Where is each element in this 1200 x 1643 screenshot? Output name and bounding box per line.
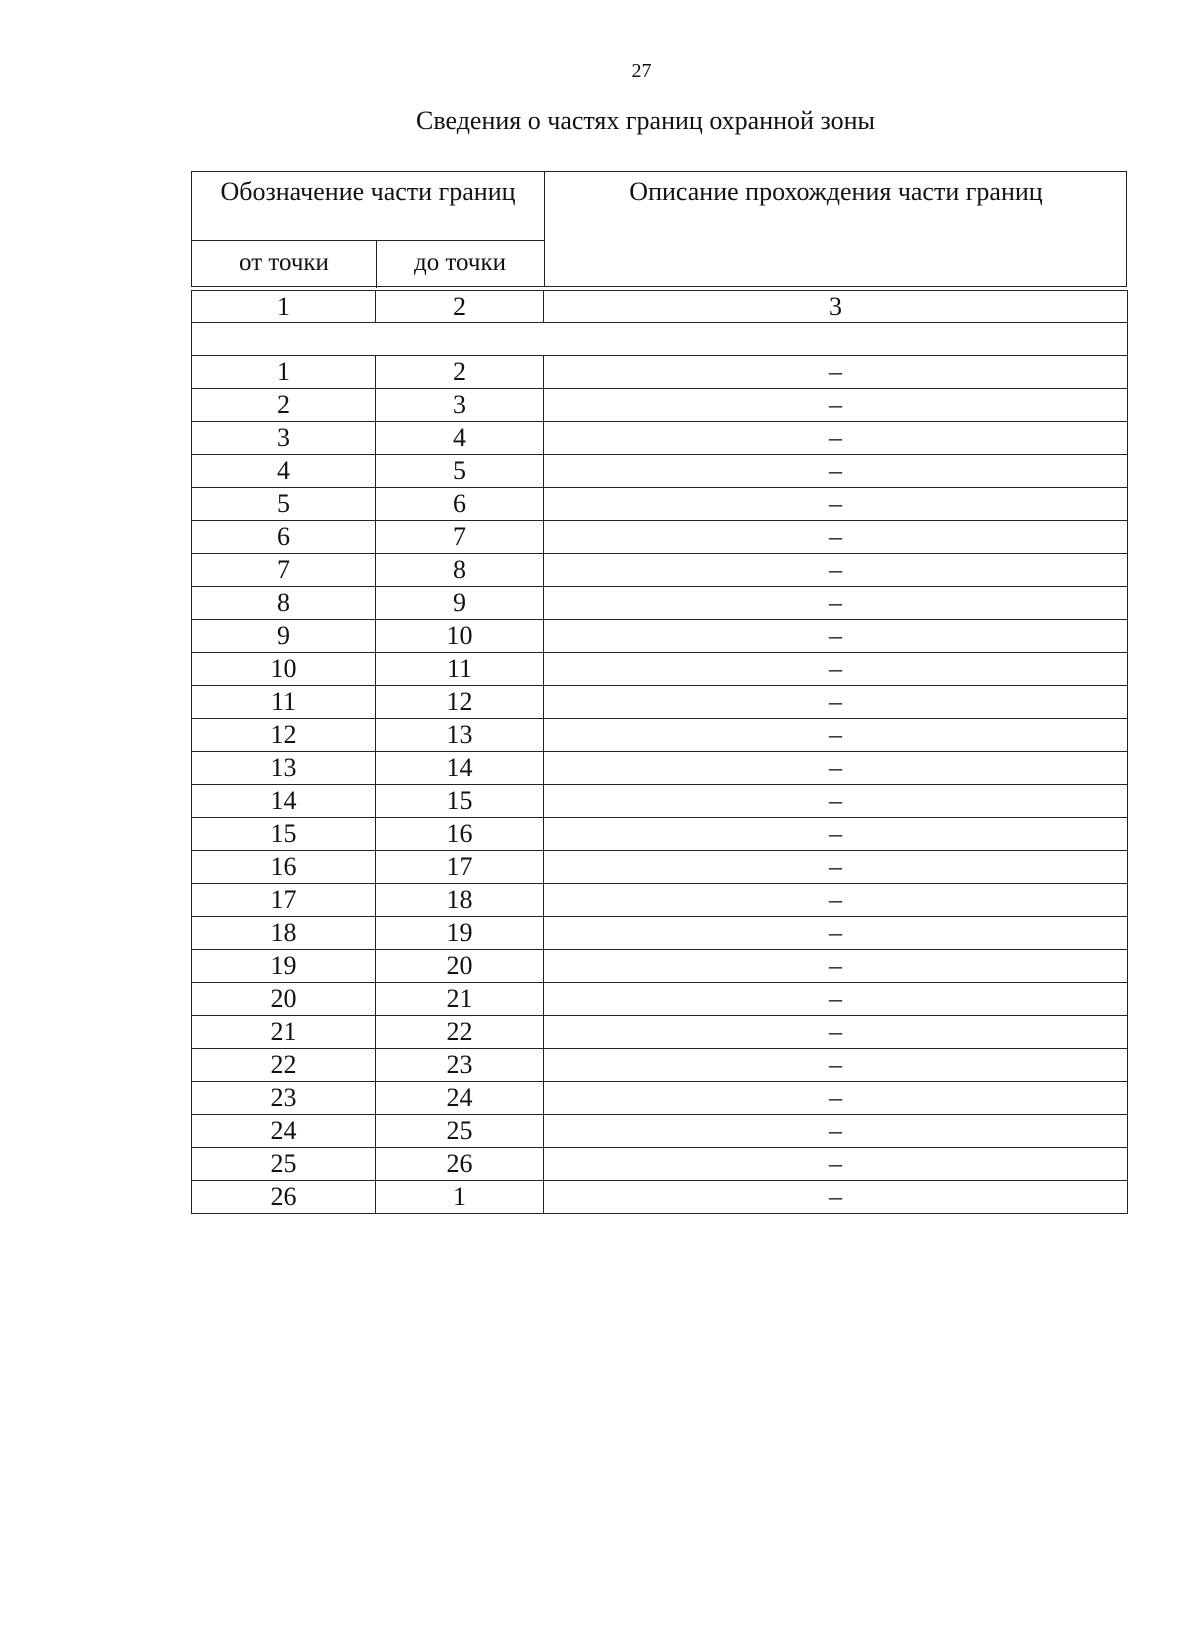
table-row	[192, 950, 1128, 983]
description-cell: –	[544, 389, 1128, 422]
from-point-cell: 6	[192, 521, 376, 554]
to-point-cell: 24	[376, 1082, 544, 1115]
description-cell: –	[544, 785, 1128, 818]
from-point-cell: 2	[192, 389, 376, 422]
table-row	[192, 719, 1128, 752]
description-cell: –	[544, 719, 1128, 752]
header-to-point: до точки	[413, 249, 507, 276]
description-cell: –	[544, 983, 1128, 1016]
from-point-cell: 22	[192, 1049, 376, 1082]
column-number: 1	[192, 291, 376, 323]
to-point-cell: 26	[376, 1148, 544, 1181]
to-point-cell: 15	[376, 785, 544, 818]
from-point-cell: 18	[192, 917, 376, 950]
to-point-cell: 17	[376, 851, 544, 884]
table-row	[192, 884, 1128, 917]
to-point-cell: 1	[376, 1181, 544, 1214]
table-row	[192, 653, 1128, 686]
table-row	[192, 686, 1128, 719]
to-point-cell: 22	[376, 1016, 544, 1049]
to-point-cell: 4	[376, 422, 544, 455]
to-point-cell: 10	[376, 620, 544, 653]
from-point-cell: 17	[192, 884, 376, 917]
page-number: 27	[631, 60, 652, 82]
column-number: 2	[376, 291, 544, 323]
from-point-cell: 3	[192, 422, 376, 455]
table-row	[192, 587, 1128, 620]
from-point-cell: 7	[192, 554, 376, 587]
to-point-cell: 21	[376, 983, 544, 1016]
from-point-cell: 13	[192, 752, 376, 785]
from-point-cell: 15	[192, 818, 376, 851]
to-point-cell: 18	[376, 884, 544, 917]
description-cell: –	[544, 653, 1128, 686]
header-from-point: от точки	[239, 249, 329, 276]
table-row	[192, 356, 1128, 389]
empty-section-row	[192, 323, 1128, 356]
description-cell: –	[544, 488, 1128, 521]
description-cell: –	[544, 950, 1128, 983]
table-row	[192, 389, 1128, 422]
to-point-cell: 19	[376, 917, 544, 950]
description-cell: –	[544, 686, 1128, 719]
from-point-cell: 21	[192, 1016, 376, 1049]
description-cell: –	[544, 1181, 1128, 1214]
table-row	[192, 785, 1128, 818]
from-point-cell: 11	[192, 686, 376, 719]
empty-cell	[192, 323, 1128, 356]
description-cell: –	[544, 851, 1128, 884]
table-row	[192, 620, 1128, 653]
description-cell: –	[544, 554, 1128, 587]
description-cell: –	[544, 422, 1128, 455]
table-row	[192, 1082, 1128, 1115]
table-row	[192, 521, 1128, 554]
to-point-cell: 13	[376, 719, 544, 752]
to-point-cell: 14	[376, 752, 544, 785]
description-cell: –	[544, 1016, 1128, 1049]
from-point-cell: 9	[192, 620, 376, 653]
to-point-cell: 8	[376, 554, 544, 587]
to-point-cell: 25	[376, 1115, 544, 1148]
boundary-parts-table	[191, 290, 1128, 1214]
description-cell: –	[544, 620, 1128, 653]
from-point-cell: 16	[192, 851, 376, 884]
to-point-cell: 16	[376, 818, 544, 851]
from-point-cell: 10	[192, 653, 376, 686]
from-point-cell: 26	[192, 1181, 376, 1214]
description-cell: –	[544, 752, 1128, 785]
from-point-cell: 12	[192, 719, 376, 752]
table-row	[192, 818, 1128, 851]
table-row	[192, 1181, 1128, 1214]
from-point-cell: 1	[192, 356, 376, 389]
table-row	[192, 422, 1128, 455]
from-point-cell: 14	[192, 785, 376, 818]
table-row	[192, 1016, 1128, 1049]
from-point-cell: 19	[192, 950, 376, 983]
description-cell: –	[544, 1148, 1128, 1181]
to-point-cell: 20	[376, 950, 544, 983]
description-cell: –	[544, 884, 1128, 917]
to-point-cell: 7	[376, 521, 544, 554]
from-point-cell: 4	[192, 455, 376, 488]
header-designation: Обозначение части границ	[220, 177, 516, 206]
from-point-cell: 8	[192, 587, 376, 620]
column-numbers-row	[192, 291, 1128, 323]
description-cell: –	[544, 917, 1128, 950]
to-point-cell: 12	[376, 686, 544, 719]
from-point-cell: 23	[192, 1082, 376, 1115]
table-row	[192, 1115, 1128, 1148]
description-cell: –	[544, 818, 1128, 851]
table-row	[192, 917, 1128, 950]
from-point-cell: 24	[192, 1115, 376, 1148]
description-cell: –	[544, 1082, 1128, 1115]
from-point-cell: 25	[192, 1148, 376, 1181]
from-point-cell: 5	[192, 488, 376, 521]
description-cell: –	[544, 587, 1128, 620]
table-header	[191, 171, 1127, 287]
table-row	[192, 983, 1128, 1016]
to-point-cell: 2	[376, 356, 544, 389]
table-row	[192, 488, 1128, 521]
description-cell: –	[544, 1049, 1128, 1082]
to-point-cell: 23	[376, 1049, 544, 1082]
table-row	[192, 554, 1128, 587]
description-cell: –	[544, 356, 1128, 389]
to-point-cell: 5	[376, 455, 544, 488]
description-cell: –	[544, 455, 1128, 488]
table-row	[192, 752, 1128, 785]
to-point-cell: 9	[376, 587, 544, 620]
table-row	[192, 1148, 1128, 1181]
table-row	[192, 455, 1128, 488]
description-cell: –	[544, 521, 1128, 554]
to-point-cell: 6	[376, 488, 544, 521]
from-point-cell: 20	[192, 983, 376, 1016]
document-title: Сведения о частях границ охранной зоны	[416, 106, 875, 135]
column-number: 3	[544, 291, 1128, 323]
table-row	[192, 1049, 1128, 1082]
to-point-cell: 3	[376, 389, 544, 422]
to-point-cell: 11	[376, 653, 544, 686]
description-cell: –	[544, 1115, 1128, 1148]
table-row	[192, 851, 1128, 884]
header-description: Описание прохождения части границ	[629, 177, 1043, 206]
